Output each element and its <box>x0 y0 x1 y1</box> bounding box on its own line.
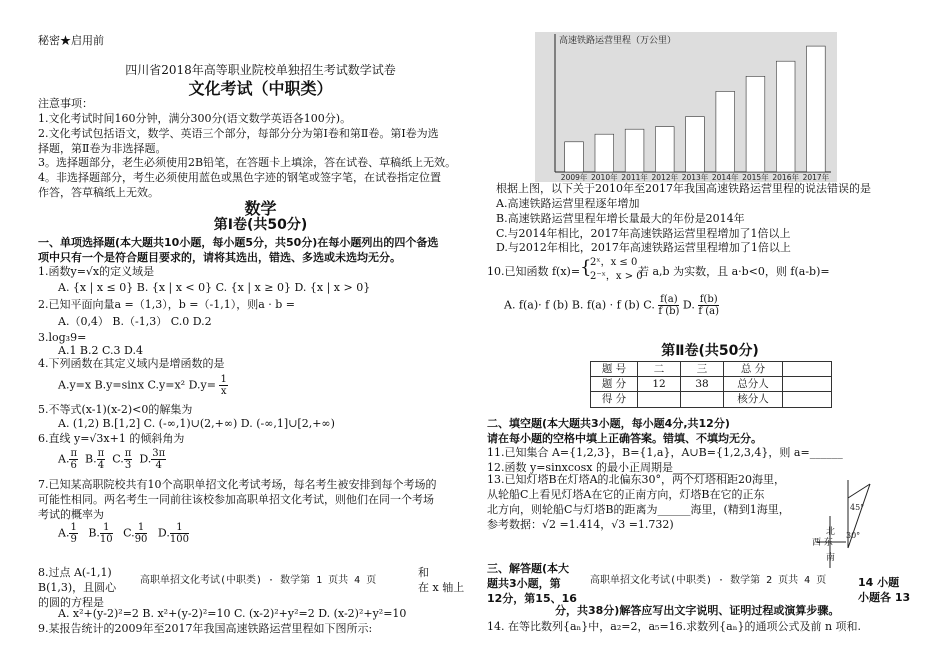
q3: 3.log₃9= <box>38 331 87 344</box>
q9-answers <box>496 182 936 256</box>
q7-frac-a <box>69 522 77 545</box>
q4: 4.下列函数在其定义域内是增函数的是 <box>38 357 225 370</box>
q7-frac-d <box>170 522 189 545</box>
q13-line: 13.已知灯塔B在灯塔A的北偏东30°，两个灯塔相距20海里， <box>487 473 786 486</box>
q9: 9.某报告统计的2009年至2017年我国高速铁路运营里程如下图所示: <box>38 622 373 635</box>
notes-line: 作答，答草稿纸上无效。 <box>38 186 159 200</box>
bar-2012年 <box>655 127 674 172</box>
section1-heading <box>38 236 488 266</box>
section3-continued: 分，共38分)解答应写出文字说明、证明过程或演算步骤。 <box>555 604 840 617</box>
bar-2013年 <box>686 117 705 172</box>
section3-line: 三、解答题(本大 <box>487 562 570 575</box>
angle-30-label: 30° <box>846 531 861 540</box>
chart-title: 高速铁路运营里程（万公里） <box>559 36 677 46</box>
frac-den: x <box>220 386 227 397</box>
q7-frac-c <box>135 522 148 545</box>
table-cell: 三 <box>681 362 724 377</box>
table-cell <box>681 392 724 407</box>
q6: 6.直线 y=√3x+1 的倾斜角为 <box>38 432 185 445</box>
q6-frac-d <box>151 448 166 471</box>
table-cell <box>783 392 832 407</box>
q6-options <box>58 448 166 471</box>
x-tick-label: 2009年 <box>560 173 588 182</box>
opt-label: A. <box>58 526 70 540</box>
angle-45-label: 45° <box>850 503 865 512</box>
q7-options <box>58 522 189 545</box>
q13-line: 北方向，则轮船C与灯塔B的距离为______海里，(精到1海里， <box>487 502 790 516</box>
table-row <box>591 377 832 392</box>
notes-line: 2.文化考试包括语文，数学、英语三个部分，每部分分为第Ⅰ卷和第Ⅱ卷。第Ⅰ卷为选 <box>38 126 439 140</box>
subject-title: 数学 <box>244 199 277 218</box>
q3-options: A.1 B.2 C.3 D.4 <box>58 344 143 357</box>
section2-heading <box>487 417 937 447</box>
table-cell: 题 分 <box>591 377 638 392</box>
table-cell: 38 <box>681 377 724 392</box>
bar-2009年 <box>565 142 584 172</box>
frac-num: 1 <box>220 374 227 385</box>
frac-den: f (b) <box>658 306 680 317</box>
opt-label: D. <box>139 452 152 466</box>
footer-page-1: 高职单招文化考试(中职类) · 数学第 1 页共 4 页 <box>140 575 377 586</box>
q8-options: A. x²+(y-2)²=2 B. x²+(y-2)²=10 C. (x-2)²+y²=2 D. (x-2)²+y²=10 <box>58 607 407 620</box>
section2-heading-line: 请在每小题的空格中填上正确答案。错填、不填均无分。 <box>487 431 762 445</box>
frac-den: 9 <box>70 534 77 545</box>
table-cell: 二 <box>638 362 681 377</box>
bar-2014年 <box>716 91 735 172</box>
q10-text-a: 10.已知函数 f(x)= <box>487 265 581 278</box>
q6-frac-c <box>124 448 133 471</box>
q9-option-d: D.与2012年相比，2017年高速铁路运营里程增加了1倍以上 <box>496 241 791 255</box>
table-cell: 总 分 <box>724 362 783 377</box>
score-table <box>590 361 832 408</box>
q7-line: 考试的概率为 <box>38 507 104 521</box>
bar-2011年 <box>625 129 644 172</box>
lighthouse-diagram <box>812 476 922 576</box>
frac-den: 6 <box>70 460 77 471</box>
opt-label: D. <box>682 298 695 312</box>
opt-label: C. <box>123 526 135 540</box>
frac-num: π <box>70 448 78 459</box>
south-label: 南 <box>826 553 836 563</box>
q10-text-b: 若 a,b 为实数，且 a·b<0，则 f(a-b)= <box>638 265 830 278</box>
q10 <box>487 256 937 286</box>
frac-num: 1 <box>70 522 77 533</box>
section3-line: 题共3小题，第 <box>487 576 561 590</box>
frac-den: 4 <box>155 460 162 471</box>
x-tick-label: 2011年 <box>621 173 648 182</box>
notes-line: 3。选择题部分，老生必须使用2B铅笔，在答题卡上填涂，答在试卷、草稿纸上无效。 <box>38 156 457 170</box>
q8-line: 8.过点 A(-1,1) <box>38 566 112 579</box>
q7-line: 可能性相同。两名考生一同前往该校参加高职单招文化考试，则他们在同一个考场 <box>38 492 434 506</box>
table-row <box>591 362 832 377</box>
cb-line <box>848 484 870 498</box>
opt-label: D. <box>157 526 170 540</box>
table-cell <box>638 392 681 407</box>
section3-heading <box>487 562 577 607</box>
frac-num: 1 <box>170 522 189 534</box>
table-cell <box>783 377 832 392</box>
frac-den: 10 <box>99 534 113 545</box>
q14: 14. 在等比数列{aₙ}中，a₂=2，a₅=16.求数列{aₙ}的通项公式及前 n 项和. <box>487 620 862 633</box>
frac-num: f(a) <box>660 294 678 305</box>
frac-den: 100 <box>169 534 189 545</box>
table-row <box>591 392 832 407</box>
section3-right-line: 小题各 13 <box>858 590 911 604</box>
x-tick-label: 2010年 <box>591 173 618 182</box>
q13-line: 参考数据：√2 =1.414，√3 =1.732) <box>487 517 674 531</box>
west-east-label: 西 东 <box>812 538 833 548</box>
opt-label: C. <box>112 452 124 466</box>
north-label: 北 <box>826 527 836 537</box>
bar-2015年 <box>746 76 765 172</box>
q6-frac-b <box>97 448 106 471</box>
part2-title: 第Ⅱ卷(共50分) <box>661 343 759 359</box>
bar-2010年 <box>595 134 614 172</box>
q12: 12.函数 y=sinxcosx 的最小正周期是__________ <box>487 461 729 474</box>
q7-frac-b <box>100 522 113 545</box>
q10-case-1: 2ˣ，x ≤ 0 <box>590 257 638 268</box>
bar-2016年 <box>776 61 795 172</box>
q8-line: 的圆的方程是 <box>38 595 104 609</box>
q8-line: B(1,3)，且圆心 <box>38 580 117 594</box>
opt-label: B. <box>88 526 100 540</box>
opt-label: A. <box>58 452 70 466</box>
q7-line: 7.已知某高职院校共有10个高职单招文化考试考场，每名考生被安排到每个考场的 <box>38 478 437 491</box>
opt-label: B. <box>85 452 97 466</box>
rail-mileage-chart <box>535 32 837 182</box>
notes-line: 1.文化考试时间160分钟，满分300分(语文数学英语各100分)。 <box>38 111 352 125</box>
q6-frac-a <box>69 448 78 471</box>
frac-den: 3 <box>124 460 132 471</box>
q8-right-line: 在 x 轴上 <box>418 580 465 594</box>
q13 <box>487 473 817 532</box>
section2-heading-line: 二、填空题(本大题共3小题，每小题4分,共12分) <box>487 417 730 430</box>
q9-option-a: A.高速铁路运营里程逐年增加 <box>496 196 640 210</box>
x-tick-label: 2012年 <box>651 173 679 182</box>
footer-page-2: 高职单招文化考试(中职类) · 数学第 2 页共 4 页 <box>590 575 827 586</box>
q4-options <box>58 374 228 397</box>
bars-group <box>561 46 830 182</box>
q4-fraction <box>219 374 227 397</box>
x-tick-label: 2015年 <box>742 173 769 182</box>
frac-den: f (a) <box>698 306 720 317</box>
frac-num: f(b) <box>699 294 718 305</box>
section1-heading-line: 项中只有一个是符合题目要求的，请将其选出，错选、多选或未选均无分。 <box>38 250 401 264</box>
q1-options: A. {x | x ≤ 0} B. {x | x < 0} C. {x | x ≥ 0} D. {x | x > 0} <box>58 281 371 294</box>
q5: 5.不等式(x-1)(x-2)<0的解集为 <box>38 403 193 416</box>
frac-num: π <box>97 448 105 459</box>
section3-line: 12分，第15、16 <box>487 591 577 605</box>
frac-num: 1 <box>135 522 148 534</box>
exam-title: 四川省2018年高等职业院校单独招生考试数学试卷 <box>125 63 396 77</box>
frac-num: π <box>124 448 132 459</box>
q9-lead: 根据上图，以下关于2010年至2017年我国高速铁路运营里程的说法错误的是 <box>496 182 871 195</box>
q9-option-b: B.高速铁路运营里程年增长量最大的年份是2014年 <box>496 211 745 225</box>
q8-right-line: 和 <box>418 566 429 579</box>
section3-right <box>858 576 910 606</box>
lighthouse-svg <box>812 476 922 576</box>
q5-options: A. (1,2) B.[1,2] C. (-∞,1)∪(2,+∞) D. (-∞,1]∪[2,+∞) <box>58 417 335 430</box>
q4-options-text: A.y=x B.y=sinx C.y=x² D.y= <box>58 378 216 392</box>
table-cell: 得 分 <box>591 392 638 407</box>
table-cell: 题 号 <box>591 362 638 377</box>
frac-den: 90 <box>134 534 148 545</box>
q1: 1.函数y=√x的定义域是 <box>38 265 155 278</box>
q10-options-text: A. f(a)· f (b) B. f(a) · f (b) C. <box>504 298 655 312</box>
notes-block <box>38 97 488 201</box>
q2: 2.已知平面向量a =（1,3），b =（-1,1），则a · b = <box>38 298 296 311</box>
part1-title: 第Ⅰ卷(共50分) <box>213 217 308 233</box>
q2-options: A.（0,4） B.（-1,3） C.0 D.2 <box>58 315 212 328</box>
brace-icon: { <box>580 257 592 278</box>
notes-heading: 注意事项： <box>38 97 93 110</box>
notes-line: 4。非选择题部分，考生必须使用蓝色或黑色字迹的钢笔或签字笔，在试卷指定位置 <box>38 171 441 185</box>
q10-frac-c <box>658 294 679 317</box>
x-tick-label: 2017年 <box>802 173 830 182</box>
table-cell: 总分人 <box>724 377 783 392</box>
frac-den: 4 <box>97 460 105 471</box>
q9-option-c: C.与2014年相比，2017年高速铁路运营里程增加了1倍以上 <box>496 226 791 240</box>
table-cell: 12 <box>638 377 681 392</box>
q11: 11.已知集合 A={1,2,3}，B={1,a}，A∪B={1,2,3,4}，则 a=______ <box>487 446 843 459</box>
secret-label: 秘密★启用前 <box>38 34 104 47</box>
table-cell: 核分人 <box>724 392 783 407</box>
q10-options <box>504 294 719 317</box>
q10-frac-d <box>698 294 719 317</box>
chart-svg <box>535 32 837 182</box>
notes-line: 择题，第Ⅱ卷为非选择题。 <box>38 141 167 155</box>
x-tick-label: 2016年 <box>772 173 799 182</box>
q7 <box>38 478 488 523</box>
section3-right-line: 14 小题 <box>858 576 900 589</box>
bar-2017年 <box>807 46 826 172</box>
table-cell <box>783 362 832 377</box>
section1-heading-line: 一、单项选择题(本大题共10小题，每小题5分，共50分)在每小题列出的四个备选 <box>38 236 439 249</box>
frac-num: 3π <box>152 448 166 459</box>
q13-line: 从轮船C上看见灯塔A在它的正南方向，灯塔B在它的正东 <box>487 487 765 501</box>
q10-case-2: 2⁻ˣ，x > 0 <box>590 271 643 282</box>
x-tick-label: 2013年 <box>681 173 709 182</box>
x-tick-label: 2014年 <box>711 173 739 182</box>
frac-num: 1 <box>100 522 113 534</box>
q8 <box>38 566 116 611</box>
sub-title: 文化考试（中职类） <box>188 79 333 98</box>
q8-right <box>418 566 464 596</box>
